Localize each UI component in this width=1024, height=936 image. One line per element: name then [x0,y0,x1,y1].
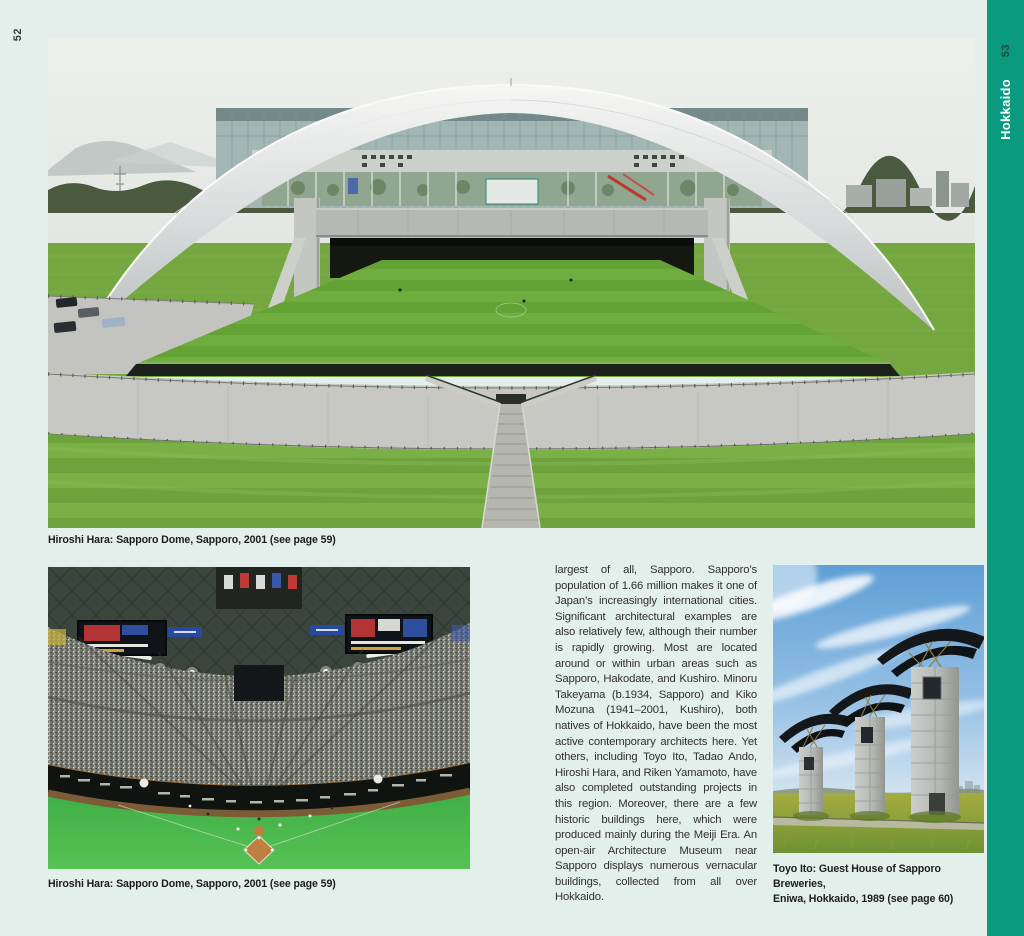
photo-sapporo-dome-exterior [48,38,975,528]
section-tab-label: Hokkaido [998,78,1013,140]
photo-guest-house [773,565,984,853]
caption-guest-house-line2: Eniwa, Hokkaido, 1989 (see page 60) [773,893,954,905]
caption-interior-photo: Hiroshi Hara: Sapporo Dome, Sapporo, 2001 (see page 59) [48,878,336,890]
section-tab-label-wrap [987,66,1024,152]
page-number-left-text: 52 [12,28,24,42]
caption-guest-house-line1: Toyo Ito: Guest House of Sapporo Breweries, [773,863,941,890]
section-tab [987,0,1024,936]
page-number-right-text: 53 [999,44,1012,58]
caption-guest-house [773,862,988,907]
page-number-left [8,28,28,68]
sapporo-dome-exterior-illustration [48,38,975,528]
photo-sapporo-dome-interior [48,567,470,869]
guest-house-illustration [773,565,984,853]
sapporo-dome-interior-illustration [48,567,470,869]
caption-main-photo: Hiroshi Hara: Sapporo Dome, Sapporo, 2001 (see page 59) [48,534,336,546]
article-text: largest of all, Sapporo. Sapporo’s population of 1.66 million makes it one of Japan’s increasingly international cities. Significant architectural examples are also relatively few, although their number is rapidly growing. Most are located around or within urban areas such as Sapporo, Hakodate, and Kushiro. Minoru Takeyama (b.1934, Sapporo) and Kiko Mozuna (1941–2001, Kushiro), both natives of Hokkaido, have been the most active contemporary architects here. Yet others, including Toyo Ito, Tadao Ando, Hiroshi Hara, and Riken Yamamoto, have also completed outstanding projects in this region. Moreover, there are a few historic buildings here, which were produced mainly during the Meiji Era. An open-air Architecture Museum near Sapporo displays numerous vernacular buildings, collected from all over Hokkaido. [555,564,757,904]
